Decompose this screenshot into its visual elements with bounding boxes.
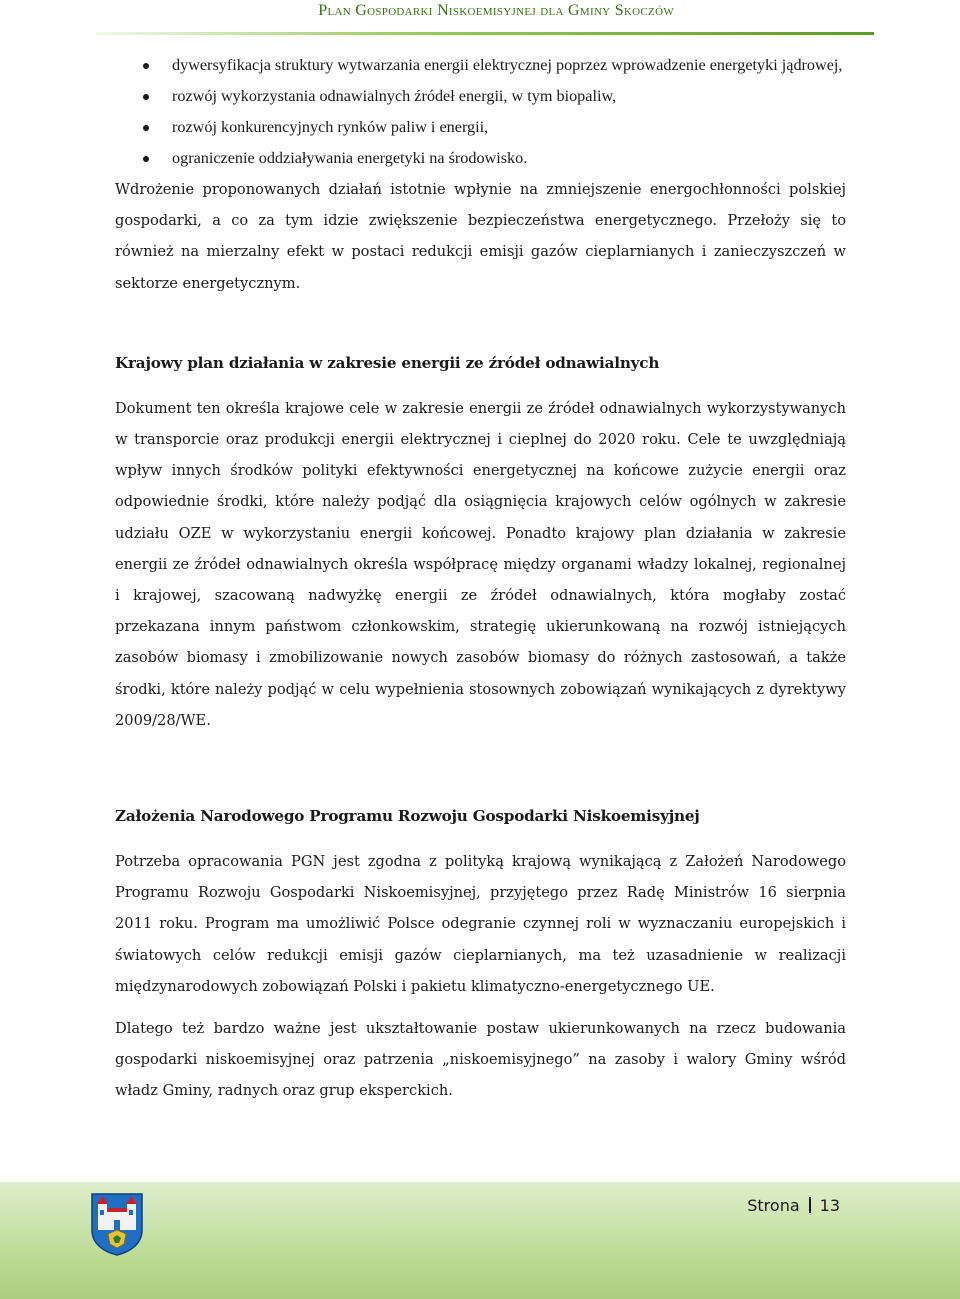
page-number: [747, 1196, 840, 1215]
page-number-divider: [809, 1197, 811, 1213]
page-header-title: Plan Gospodarki Niskoemisyjnej dla Gminy Skoczów: [318, 2, 674, 19]
intro-paragraph: Wdrożenie proponowanych działań istotnie wpłynie na zmniejszenie energochłonności polskiej gospodarki, a co za tym idzie zwiększenie bezpieczeństwa energetycznego. Przełoży się to również na mierzalny efekt w postaci redukcji emisji gazów cieplarnianych i zanieczyszczeń w sektorze energetycznym.: [115, 181, 846, 292]
bullet-item: dywersyfikacja struktury wytwarzania energii elektrycznej poprzez wprowadzenie energetyki jądrowej,: [115, 50, 846, 81]
section-paragraph-low-emission-2: Dlatego też bardzo ważne jest ukształtowanie postaw ukierunkowanych na rzecz budowania gospodarki niskoemisyjnej oraz patrzenia „niskoemisyjnego” na zasoby i walory Gminy wśród władz Gminy, radnych oraz grup eksperckich.: [115, 1020, 846, 1100]
section-paragraph-low-emission-1: Potrzeba opracowania PGN jest zgodna z polityką krajową wynikającą z Założeń Narodowego Programu Rozwoju Gospodarki Niskoemisyjnej, przyjętego przez Radę Ministrów 16 sierpnia 2011 roku. Program ma umożliwić Polsce odegranie czynnej roli w wyznaczaniu europejskich i światowych celów redukcji emisji gazów cieplarnianych, ma też uzasadnienie w realizacji międzynarodowych zobowiązań Polski i pakietu klimatyczno-energetycznego UE.: [115, 853, 846, 995]
bullet-icon: [143, 94, 149, 100]
bullet-icon: [143, 156, 149, 162]
section-heading-renewables: Krajowy plan działania w zakresie energii ze źródeł odnawialnych: [115, 353, 660, 372]
header-rule: [96, 32, 874, 35]
page-label: Strona: [747, 1196, 800, 1215]
section-heading-low-emission-program: Założenia Narodowego Programu Rozwoju Gospodarki Niskoemisyjnej: [115, 807, 700, 826]
bullet-item: rozwój wykorzystania odnawialnych źródeł energii, w tym biopaliw,: [115, 81, 846, 112]
page-number-value: 13: [819, 1196, 840, 1215]
municipality-crest-logo: [88, 1190, 146, 1256]
bullet-item: rozwój konkurencyjnych rynków paliw i energii,: [115, 112, 846, 143]
bullet-list: [115, 50, 846, 174]
section-paragraph-renewables: Dokument ten określa krajowe cele w zakresie energii ze źródeł odnawialnych wykorzystywanych w transporcie oraz produkcji energii elektrycznej i cieplnej do 2020 roku. Cele te uwzględniają wpływ innych środków polityki efektywności energetycznej na końcowe zużycie energii oraz odpowiednie środki, które należy podjąć dla osiągnięcia krajowych celów ogólnych w zakresie udziału OZE w wykorzystaniu energii końcowej. Ponadto krajowy plan działania w zakresie energii ze źródeł odnawialnych określa współpracę między organami władzy lokalnej, regionalnej i krajowej, szacowaną nadwyżkę energii ze źródeł odnawialnych, która mogłaby zostać przekazana innym państwom członkowskim, strategię ukierunkowaną na rozwój istniejących zasobów biomasy i zmobilizowanie nowych zasobów biomasy do różnych zastosowań, a także środki, które należy podjąć w celu wypełnienia stosownych zobowiązań wynikających z dyrektywy 2009/28/WE.: [115, 399, 846, 729]
bullet-icon: [143, 63, 149, 69]
page-content: [115, 50, 846, 1107]
bullet-icon: [143, 125, 149, 131]
bullet-item: ograniczenie oddziaływania energetyki na środowisko.: [115, 143, 846, 174]
